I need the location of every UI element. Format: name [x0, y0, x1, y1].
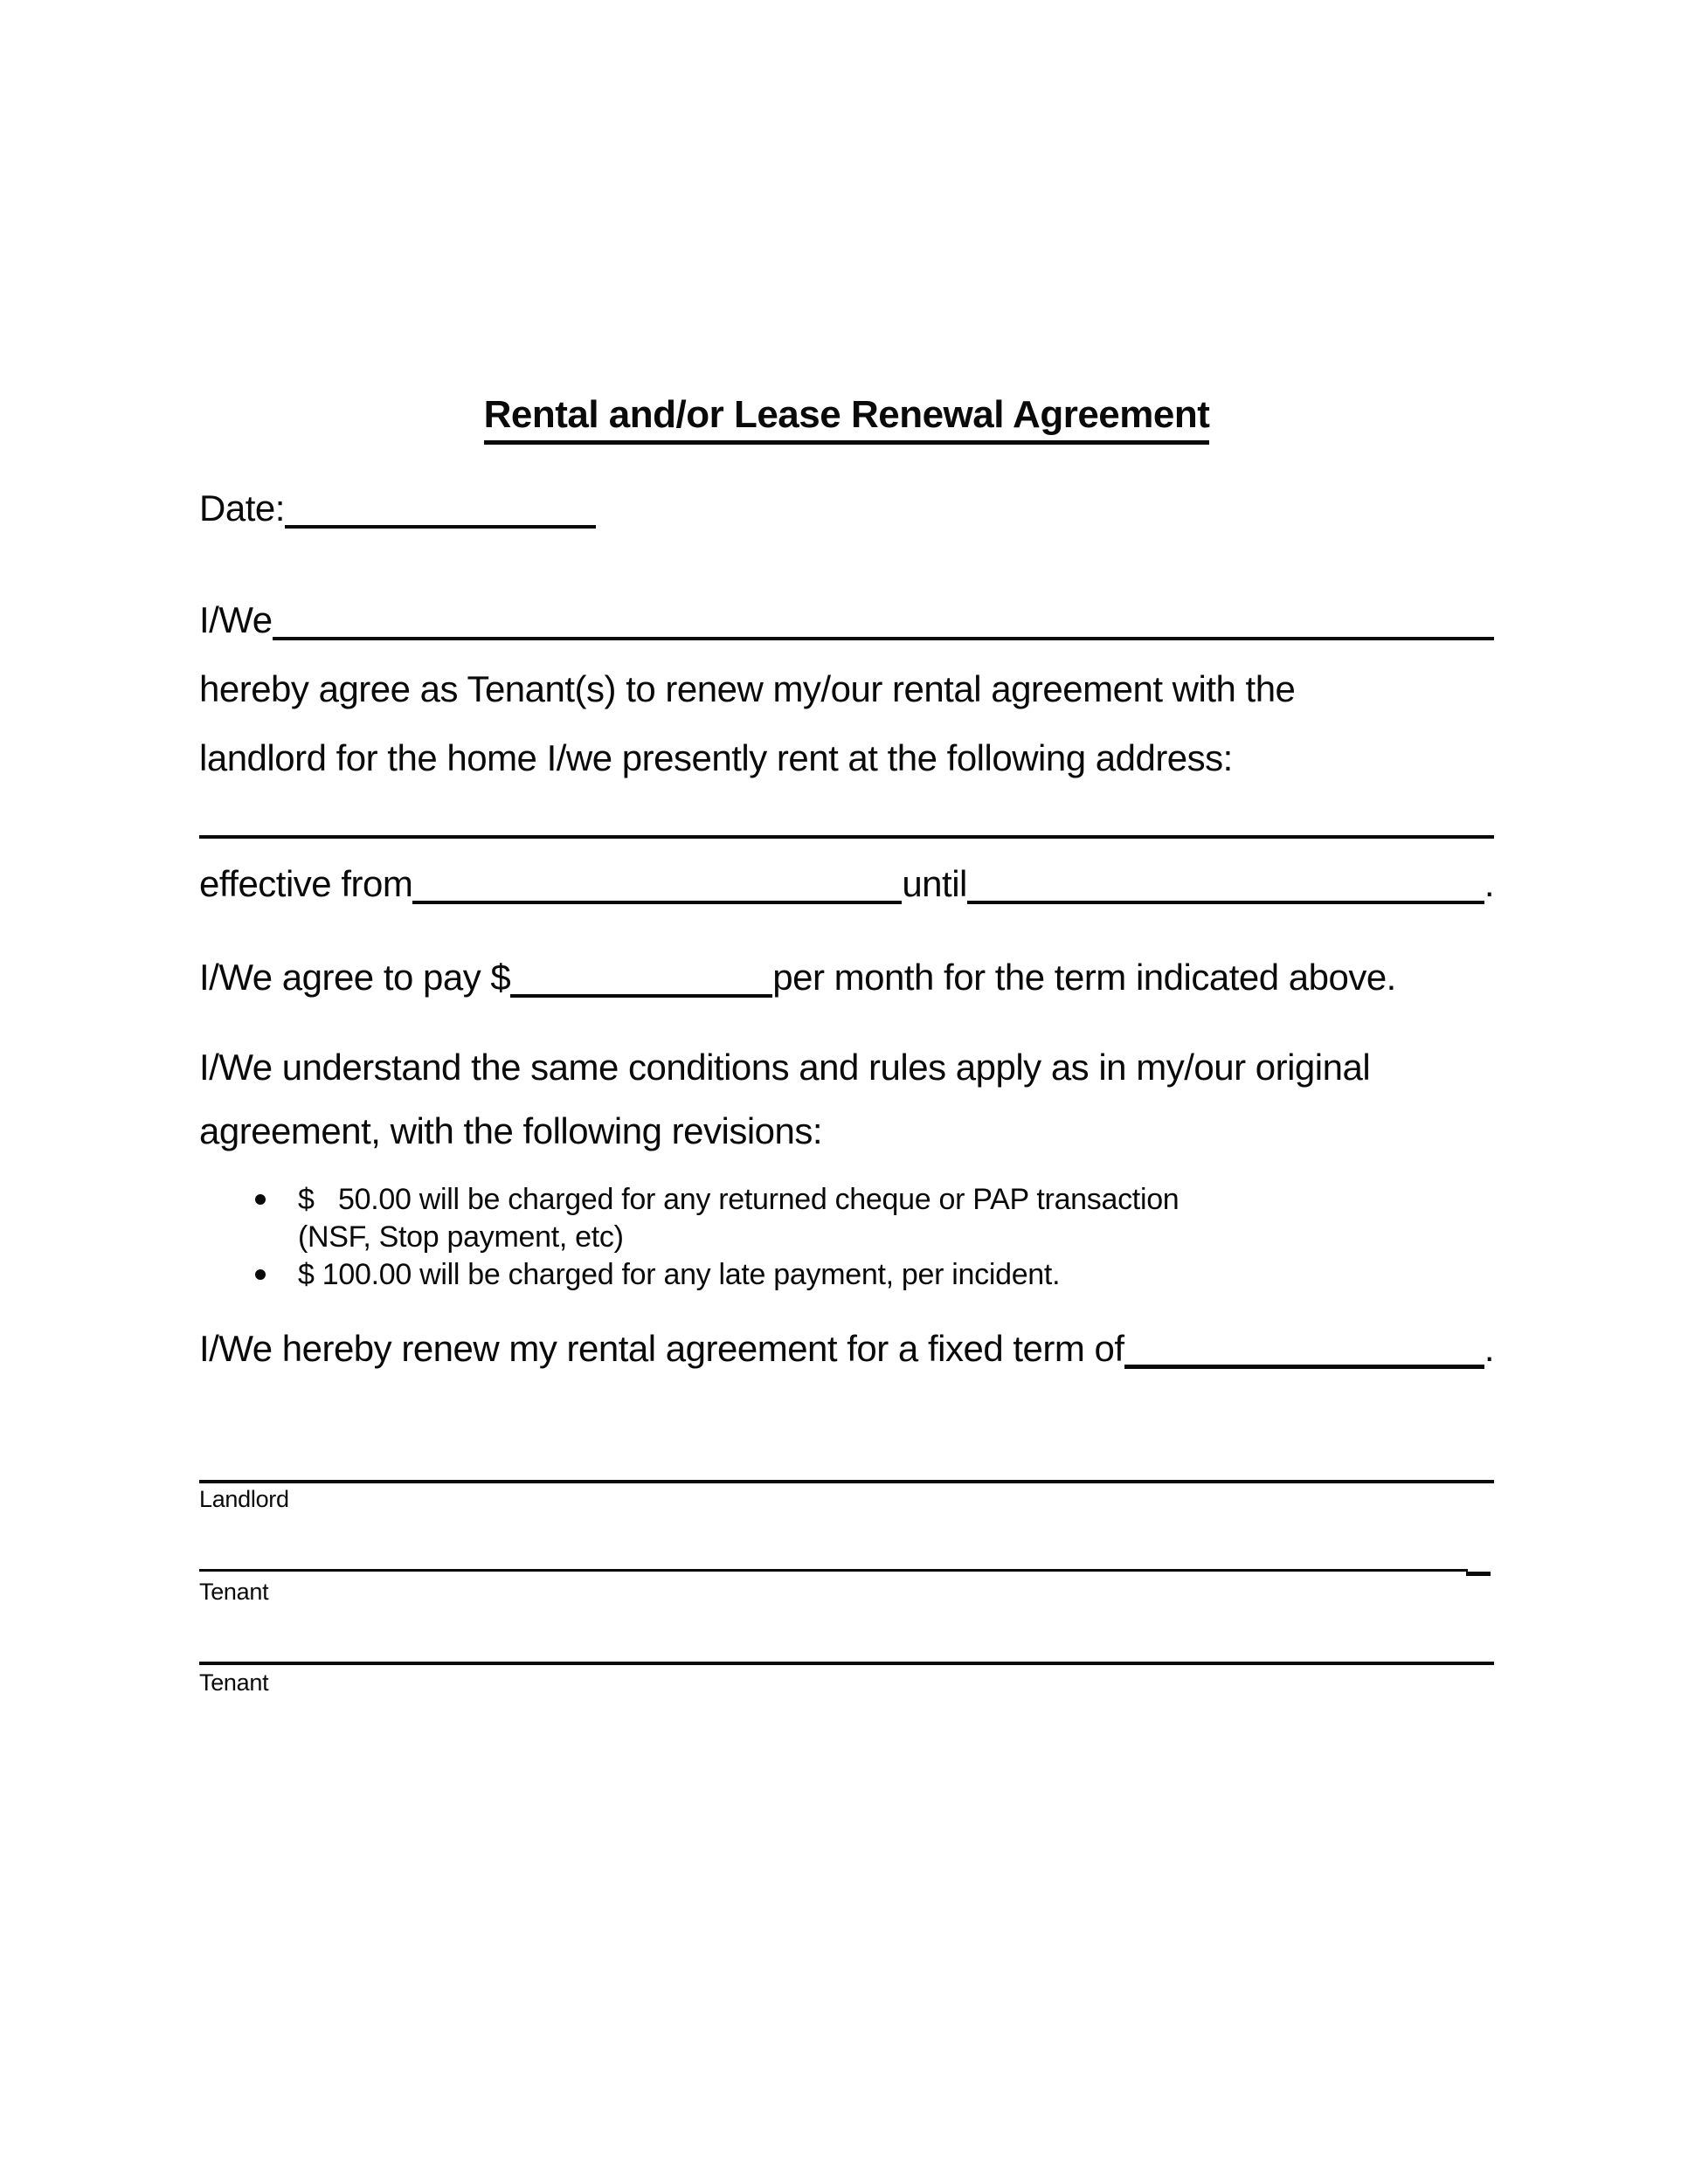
fixed-term-line — [199, 1328, 1494, 1370]
fixed-term-blank-field[interactable] — [1124, 1365, 1484, 1369]
revision-bullet-1-line-2: (NSF, Stop payment, etc) — [298, 1220, 624, 1254]
until-label: until — [902, 863, 967, 904]
tenant1-signature-line[interactable] — [199, 1569, 1468, 1572]
tenant-names-line — [199, 599, 1494, 641]
tenant1-signature-label: Tenant — [199, 1579, 269, 1605]
effective-dates-line — [199, 863, 1494, 905]
intro-line-1: hereby agree as Tenant(s) to renew my/our rental agreement with the — [199, 668, 1296, 709]
document-title-text: Rental and/or Lease Renewal Agreement — [484, 393, 1210, 445]
effective-line-period: . — [1484, 863, 1494, 904]
iwe-label: I/We — [199, 599, 273, 640]
rent-amount-blank-field[interactable] — [510, 994, 772, 998]
revision-bullet-2-line-1: $ 100.00 will be charged for any late payment, per incident. — [298, 1258, 1061, 1291]
rent-amount-line — [199, 957, 1494, 999]
pay-suffix: per month for the term indicated above. — [772, 957, 1396, 998]
tenant2-signature-line[interactable] — [199, 1662, 1494, 1665]
until-blank-field[interactable] — [967, 901, 1484, 904]
address-blank-field[interactable] — [199, 835, 1494, 839]
tenant-names-blank-field[interactable] — [273, 637, 1494, 640]
intro-line-2: landlord for the home I/we presently rent at the following address: — [199, 737, 1233, 778]
renew-line-period: . — [1484, 1328, 1494, 1369]
revision-bullet-1-line-1: $ 50.00 will be charged for any returned cheque or PAP transaction — [298, 1183, 1180, 1216]
date-blank-field[interactable] — [285, 525, 596, 529]
landlord-signature-line[interactable] — [199, 1480, 1494, 1483]
revision-bullet-1 — [255, 1181, 1496, 1256]
date-line — [199, 487, 1494, 529]
pay-prefix: I/We agree to pay $ — [199, 957, 511, 998]
landlord-signature-label: Landlord — [199, 1486, 289, 1512]
understand-line-1: I/We understand the same conditions and rules apply as in my/our original — [199, 1047, 1371, 1088]
bullet-icon — [255, 1194, 266, 1205]
bullet-icon — [255, 1269, 266, 1280]
effective-from-blank-field[interactable] — [412, 901, 902, 904]
renew-prefix: I/We hereby renew my rental agreement for a fixed term of — [199, 1328, 1124, 1369]
tenant2-signature-label: Tenant — [199, 1669, 269, 1696]
revision-bullet-2 — [255, 1256, 1496, 1294]
effective-from-label: effective from — [199, 863, 413, 904]
understand-line-2: agreement, with the following revisions: — [199, 1110, 823, 1151]
underscore-tick — [1466, 1572, 1491, 1576]
date-label: Date: — [199, 487, 285, 529]
document-title — [199, 393, 1494, 445]
